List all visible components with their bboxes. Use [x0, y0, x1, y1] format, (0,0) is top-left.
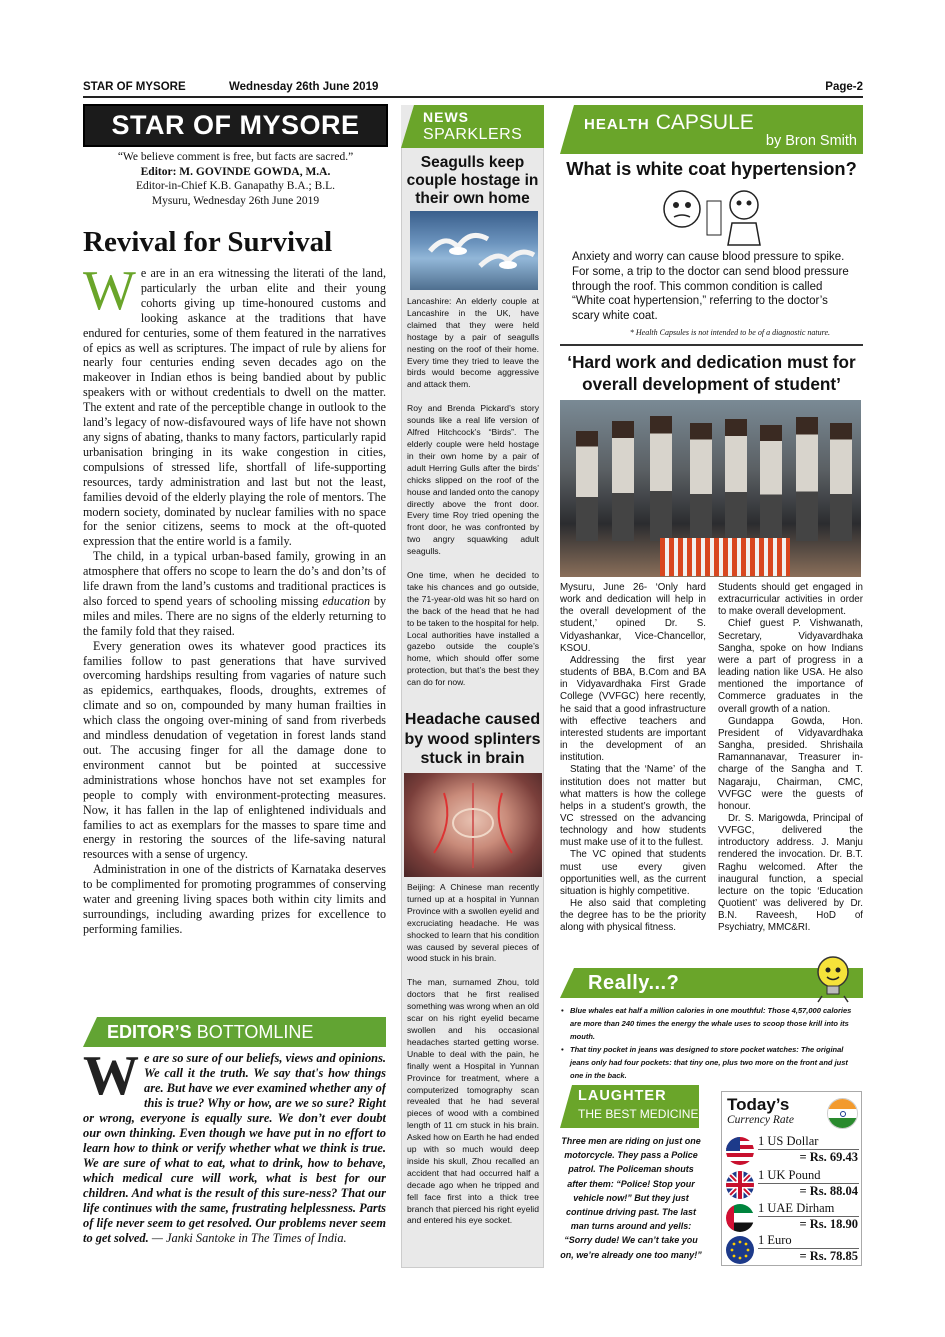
headache-story [407, 882, 539, 1262]
uk-flag-icon [726, 1171, 754, 1199]
story-paragraph: Lancashire: An elderly couple at Lancashire in the UK, have claimed that they were held hostage by a pair of seagulls nesting on the roof of their home. Every time they tried to leave the birds would become aggressive and attack them. [407, 296, 539, 390]
health-byline: by Bron Smith [765, 133, 857, 149]
list-item: • Blue whales eat half a million calories in one mouthful: Those 4,57,000 calories are more than 240 times the energy the whale uses to scoop those krill into its mouth. [560, 1004, 863, 1043]
currency-rate: = Rs. 88.04 [799, 1184, 858, 1198]
currency-row [721, 1167, 862, 1201]
health-title-1: HEALTH [584, 116, 650, 133]
editor-in-chief-line: Editor-in-Chief K.B. Ganapathy B.A.; B.L. [135, 180, 336, 192]
lightbulb-icon [812, 952, 854, 1004]
headache-headline: Headache caused by wood splinters stuck in brain [404, 711, 541, 767]
editorial-paragraph: Administration in one of the districts of Karnataka deserves to be complimented for promoting programmes of conserving water and greening living spaces both within city limits and surroundings, including awarding prizes for excellence to performing families. [83, 862, 386, 936]
story-paragraph: One time, when he decided to take his chances and go outside, the 71-year-old was hit so hard on the back of the head that he had to be taken to the hospital for help. Local authorities have installed a gazebo outside the couple’s home, which should offer some protection, but that’s the best they can do for now. [407, 570, 539, 688]
list-item: • That tiny pocket in jeans was designed to store pocket watches: The original jeans only had four pockets: that tiny one, plus two more on the front and just one in the back. [560, 1043, 863, 1082]
masthead-credits [83, 150, 388, 218]
article-paragraph: Chief guest P. Vishwanath, Secretary, Vidyavardhaka Sangha, spoke on how Indians were a part of progress in a leading nation like USA. He also mentioned the importance of Commerce graduates in the overall growth of a nation. [718, 618, 863, 715]
seagulls-photo [410, 211, 538, 290]
doctor-cartoon [652, 183, 772, 247]
seagull-headline: Seagulls keep couple hostage in their own home [406, 154, 539, 207]
eu-flag-icon [726, 1236, 754, 1264]
page-header [83, 80, 863, 98]
uae-flag-icon [726, 1204, 754, 1232]
health-text: Anxiety and worry can cause blood pressure to spike. For some, a trip to the doctor can send blood pressure through the roof. This common condition is called “White coat hypertension,” referring to the doctor’s scary white coat. [572, 251, 849, 323]
story-paragraph: Roy and Brenda Pickard’s story sounds like a real life version of Alfred Hitchcock’s “Birds”. The elderly couple were held hostage in their own home by a pair of adult Herring Gulls after the birds’ chicks slipped on the roof of the house and landed onto the canopy directly above the front door. Every time Roy tried opening the front door, he was confronted by two angry squawking adult seagulls. [407, 403, 539, 557]
currency-name: 1 UK Pound [758, 1168, 821, 1182]
brain-scan-photo [404, 773, 542, 877]
editorial-body [83, 266, 386, 1012]
sparklers-title-1: NEWS [423, 109, 469, 125]
currency-name: 1 UAE Dirham [758, 1201, 835, 1215]
editorial-paragraph: The child, in a typical urban-based family, growing in an atmosphere that offers no scope to learn the do’s and don’ts of life drawn from the land’s customs and traditional practices is also forced to spend years of schooling missing [83, 549, 386, 608]
bottomline-body [83, 1051, 386, 1271]
page-number: Page-2 [825, 81, 863, 93]
laughter-title: LAUGHTER [578, 1088, 667, 1104]
currency-name: 1 Euro [758, 1233, 792, 1247]
dropcap: W [83, 266, 136, 322]
currency-heading: Today’s [727, 1095, 790, 1114]
laughter-header [560, 1085, 699, 1128]
currency-subheading: Currency Rate [727, 1114, 794, 1126]
article-paragraph: Stating that the ‘Name’ of the institution does not matter but what matters is how the college helps in a student’s growth, the VC stressed on the advancing technology and how students must make use of it to the fullest. [560, 764, 706, 849]
currency-row [721, 1232, 862, 1266]
currency-rate: = Rs. 18.90 [799, 1217, 858, 1231]
article-paragraph: The VC opined that students must use every given opportunities well, as the current situation is highly competitive. [560, 849, 706, 897]
laughter-subtitle: THE BEST MEDICINE [578, 1107, 699, 1121]
credo: “We believe comment is free, but facts are sacred.” [117, 151, 354, 163]
joke-text: Three men are riding on just one motorcycle. They pass a Police patrol. The Policeman shouts after them: “Police! Stop your vehicle now!” But they just continue driving past. The last man turns around and yells: “Sorry dude! We can’t take you on, we’re already one too many!” [560, 1136, 702, 1260]
flower-decoration [660, 538, 790, 576]
article-paragraph: Gundappa Gowda, Hon. President of Vidyavardhaka Sangha, presided. Shrishaila Ramannanavar, Treasurer in-charge of the Sangha and T. Nagaraju, Chairman, CMC, VVFGC were the guests of honour. [718, 715, 863, 812]
currency-rate: = Rs. 78.85 [799, 1249, 858, 1263]
health-title-2: CAPSULE [655, 111, 754, 134]
currency-title [727, 1095, 817, 1129]
publication-name: STAR OF MYSORE [83, 81, 186, 93]
health-question: What is white coat hypertension? [566, 158, 857, 179]
article-paragraph: Mysuru, June 26- ‘Only hard work and dedication will help in the overall development of the student,’ opined Dr. S. Vidyashankar, Vice-Chancellor, KSOU. [560, 582, 706, 654]
masthead: STAR OF MYSORE [83, 104, 388, 147]
editorial-headline: Revival for Survival [83, 226, 333, 258]
news-sparklers-header [401, 105, 544, 148]
article-headline: ‘Hard work and dedication must for overall development of student’ [567, 352, 856, 394]
sparklers-title-2: SPARKLERS [423, 126, 523, 143]
bottomline-source: — Janki Santoke in The Times of India. [148, 1231, 347, 1245]
article-paragraph: He also said that completing the degree has to be the priority along with physical fitness. [560, 898, 706, 934]
dropcap: W [83, 1051, 139, 1107]
really-list [560, 1004, 863, 1082]
article-column-right [718, 582, 863, 966]
bottomline-header-bold: EDITOR’S [107, 1022, 192, 1042]
editorial-paragraph: Every generation owes its whatever good practices its families follow to past generations that have survived overcoming hardships resulting from vagaries of nature such as epidemics, earthquakes, floods, droughts, extremes of climate and so on, compounded by many human frailties in which class the ongoing over-mining of sand from riverbeds and mindless denudation of vegetation in forest lands stand out. The accusing finger for all the damage done to environment cannot but be pointed at successive administrations whose honchos have not set examples for people to comply with environment-protecting measures. Now, it has fallen in the lap of enlightened individuals and families to act as exemplars for the masses to spare time and energy in restoring the sources of the life-saving natural resources with a sense of urgency. [83, 638, 386, 862]
seagull-story [407, 296, 539, 704]
bottomline-text: e are so sure of our beliefs, views and opinions. We call it the truth. We say that's how things are. But have we ever examined whether any of this is true? Why or how, are we so sure? Right or wrong, everyone is equally sure. We don’t ever doubt our own thinking. Even though we have put in no effort to learn how to think or verify whether what we think is true. We are sure of what to eat, what to drink, how to behave, which medical cure will work, what is best for our children. And what is the result of this sure-ness? That our life continues with the same, frustrating helplessness. Parts of life never seem to get resolved. Our problems never seem to get solved. [83, 1051, 386, 1245]
currency-rate: = Rs. 69.43 [799, 1150, 858, 1164]
dateline: Mysuru, Wednesday 26th June 2019 [151, 194, 320, 207]
really-title: Really...? [588, 972, 680, 994]
article-column-left [560, 582, 706, 966]
editorial-paragraph: by miles and miles. There are no signs of the elderly returning to the family fold that they raised. [83, 593, 386, 638]
editor-line: Editor: M. GOVINDE GOWDA, M.A. [140, 165, 331, 178]
editorial-paragraph: e are in an era witnessing the literati of the land, particularly the urban elite and their young cohorts giving up time-honoured customs and looking askance at the traditions that have endured for centuries, some of them featured in the narratives of epics as well as scriptures. The impact of rule by aliens for nearly four centuries ending seven decades ago on the makeover in Indian ethos is being bandied about by public speakers with or without credentials to dwell on the matter. The extent and rate of the perceptible change in outlook to the land’s legacy of now-disfavoured ways of life have not shown any signs of abating, thanks to many factors, particularly rapid urbanisation bringing in its wake congestion in cities, compulsions of stressed life, shortfall of life-supporting resources, tardy administration and last but not the least, families devoid of the elderly playing the role of mentors. The modern society, dominated by nuclear families with no space for the senior citizens, seems to mock at the oft-quoted expression that the entire world is a family. [83, 266, 386, 549]
health-disclaimer: * Health Capsules is not intended to be of a diagnostic nature. [629, 328, 830, 337]
india-flag-icon [827, 1098, 858, 1129]
article-paragraph: Students should get engaged in extracurricular activities in order to make overall development. [718, 582, 863, 618]
bottomline-header-rest: BOTTOMLINE [196, 1022, 314, 1042]
divider [560, 344, 863, 346]
issue-date: Wednesday 26th June 2019 [229, 81, 379, 93]
story-paragraph: Beijing: A Chinese man recently turned up at a hospital in Yunnan Province with a swollen eyelid and excruciating headache. He was shocked to learn that his condition was caused by several pieces of wood stuck in his brain. [407, 882, 539, 964]
health-capsule-header [560, 105, 863, 154]
bottomline-header [83, 1017, 386, 1047]
currency-name: 1 US Dollar [758, 1134, 819, 1148]
currency-row [721, 1133, 862, 1167]
story-paragraph: The man, surnamed Zhou, told doctors that he first realised something was wrong when an old scar on his right eyelid became swollen and his occasional headaches started getting worse. Unable to deal with the pain, he finally went a Hospital in Yunnan Province for treatment, where a computerized tomography scan revealed that he had several pieces of wood with a combined length of 11 cm stuck in his brain. Asked how on Earth he had ended up with so much would deep inside his skull, Zhou recalled an accident that had occurred half a decade ago when he tripped and fell face first into a thick tree branch that pierced his right eyelid and entered his eye socket. [407, 977, 539, 1226]
article-paragraph: Dr. S. Marigowda, Principal of VVFGC, delivered the introductory address. J. Manju rendered the invocation. Dr. B.T. Raghu welcomed. After the inaugural function, a special lecture on the topic ‘Education Quotient’ was delivered by Dr. B.N. Raveesh, HoD of Psychiatry, MMC&RI. [718, 812, 863, 934]
currency-row [721, 1200, 862, 1234]
article-paragraph: Addressing the first year students of BBA, B.Com and BA in Vidyavardhaka First Grade College (VVFGC) here recently, he said that a good infrastructure with effective teachers and interested students are important in the development of an institution. [560, 654, 706, 764]
us-flag-icon [726, 1137, 754, 1165]
emphasis: education [322, 593, 371, 608]
